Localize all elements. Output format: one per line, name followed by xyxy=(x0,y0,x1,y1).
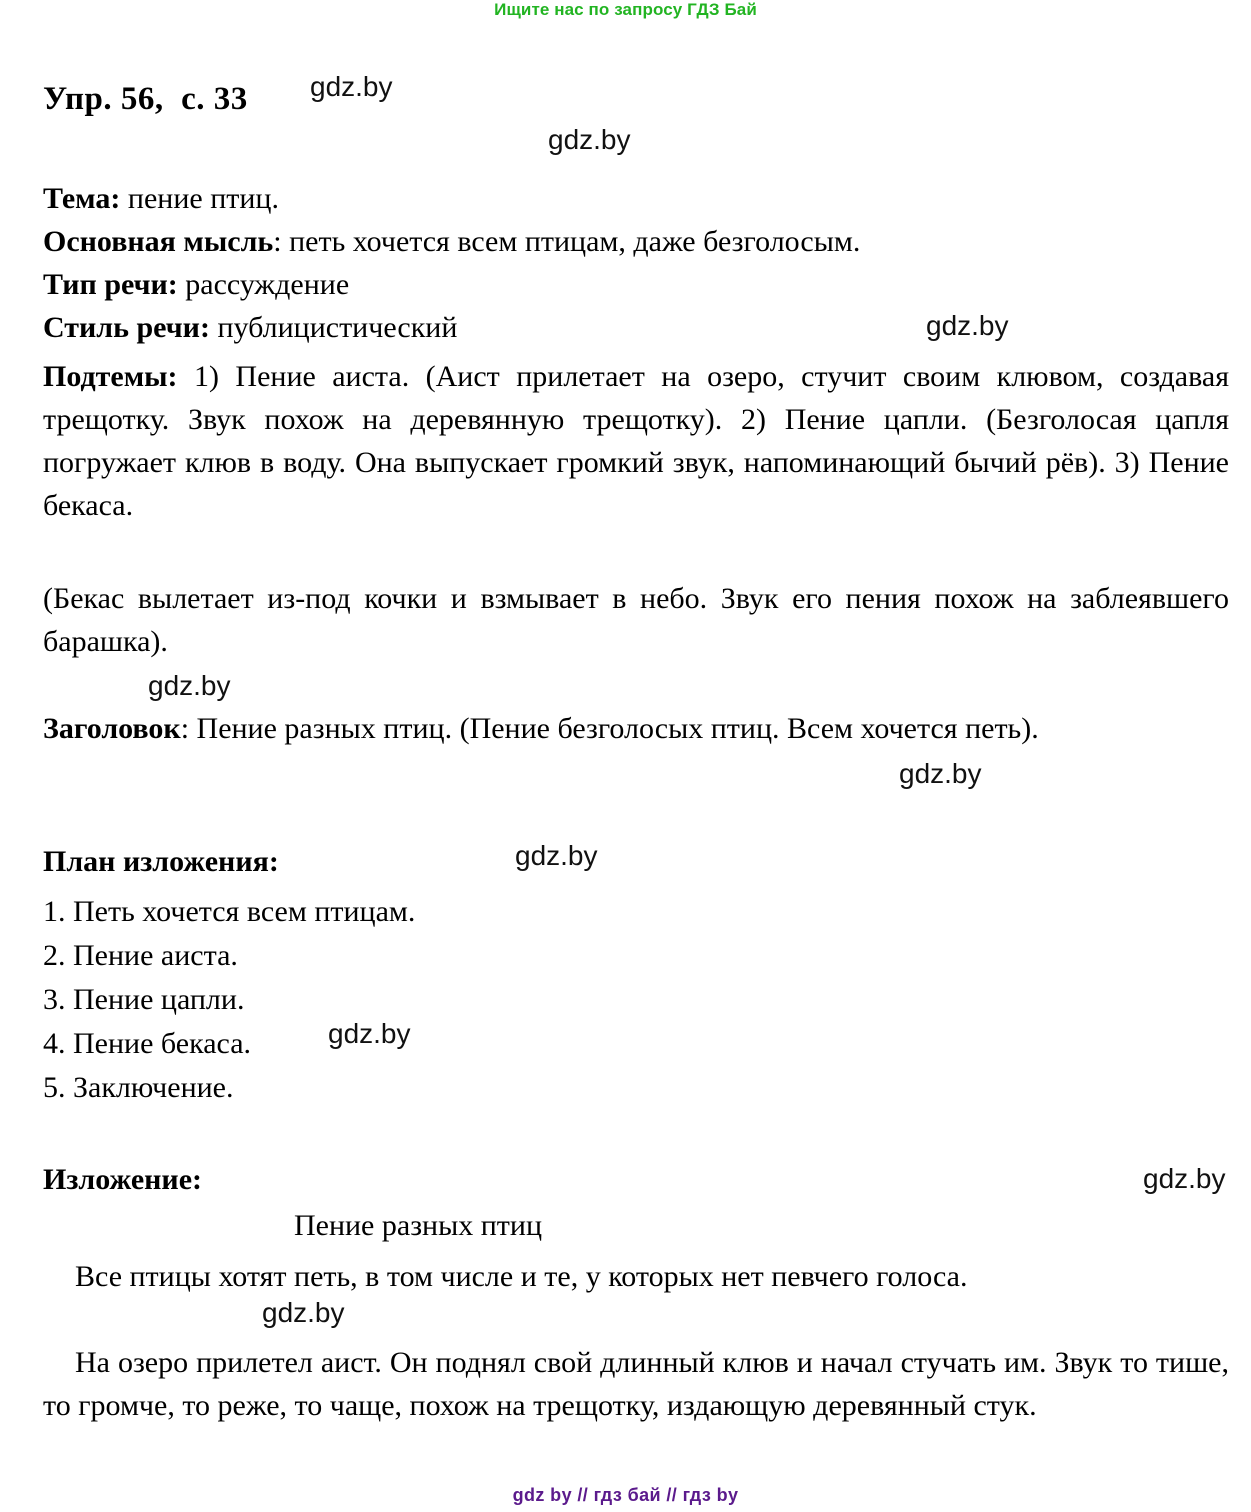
watermark-gdz: gdz.by xyxy=(899,758,982,789)
theme-label: Тема: xyxy=(43,182,121,215)
watermark-gdz: gdz.by xyxy=(310,71,393,102)
plan-list xyxy=(43,890,743,1110)
speech-style-value: публицистический xyxy=(209,311,458,344)
speech-type-label: Тип речи: xyxy=(43,268,178,301)
story-paragraph-2: На озеро прилетел аист. Он поднял свой длинный клюв и начал стучать им. Звук то тише, то громче, то реже, то чаще, похож на трещотку, издающую деревянный стук. xyxy=(43,1346,1229,1422)
main-idea-value: : петь хочется всем птицам, даже безголосым. xyxy=(273,225,861,258)
plan-title: План изложения: xyxy=(43,845,279,878)
promo-banner: Ищите нас по запросу ГДЗ Бай xyxy=(494,0,757,19)
main-idea-label: Основная мысль xyxy=(43,225,274,258)
list-item: 1. Петь хочется всем птицам. xyxy=(43,895,416,928)
metadata-block xyxy=(43,177,1229,349)
list-item: 5. Заключение. xyxy=(43,1071,234,1104)
speech-style-label: Стиль речи: xyxy=(43,311,210,344)
watermark-gdz: gdz.by xyxy=(548,124,631,155)
bekas-paragraph: (Бекас вылетает из-под кочки и взмывает в небо. Звук его пения похож на заблеявшего барашка). xyxy=(43,582,1229,658)
watermark-gdz: gdz.by xyxy=(148,670,231,701)
watermark-gdz: gdz.by xyxy=(515,840,598,871)
speech-style-line xyxy=(43,306,1229,349)
story-heading: Пение разных птиц xyxy=(293,1209,543,1242)
speech-type-value: рассуждение xyxy=(177,268,350,301)
subtopics-label: Подтемы: xyxy=(43,360,178,393)
headline-paragraph xyxy=(43,707,1229,750)
list-item: 2. Пение аиста. xyxy=(43,939,238,972)
theme-value: пение птиц. xyxy=(120,182,279,215)
speech-type-line xyxy=(43,263,1229,306)
footer-banner: gdz by // гдз бай // гдз by xyxy=(512,1485,739,1505)
headline-label: Заголовок xyxy=(43,712,181,745)
subtopics-text: 1) Пение аиста. (Аист прилетает на озеро, стучит своим клювом, создавая трещотку. Звук похож на деревянную трещотку). 2) Пение цапли. (Безголосая цапля погружает клюв в воду. Она выпускает громкий звук, напоминающий бычий рёв). 3) Пение бекаса. xyxy=(43,360,1229,522)
watermark-gdz: gdz.by xyxy=(1143,1163,1226,1194)
main-idea-line xyxy=(43,220,1229,263)
watermark-gdz: gdz.by xyxy=(262,1297,345,1328)
headline-text: : Пение разных птиц. (Пение безголосых птиц. Всем хочется петь). xyxy=(180,712,1039,745)
theme-line xyxy=(43,177,1229,220)
list-item: 3. Пение цапли. xyxy=(43,983,245,1016)
document-page xyxy=(43,0,1229,1512)
list-item: 4. Пение бекаса. xyxy=(43,1027,252,1060)
watermark-gdz: gdz.by xyxy=(926,310,1009,341)
page-title: Упр. 56, с. 33 xyxy=(43,81,248,117)
subtopics-paragraph xyxy=(43,355,1229,527)
story-paragraph-1: Все птицы хотят петь, в том числе и те, у которых нет певчего голоса. xyxy=(75,1260,968,1293)
story-section-title: Изложение: xyxy=(43,1163,203,1196)
watermark-gdz: gdz.by xyxy=(328,1018,411,1049)
